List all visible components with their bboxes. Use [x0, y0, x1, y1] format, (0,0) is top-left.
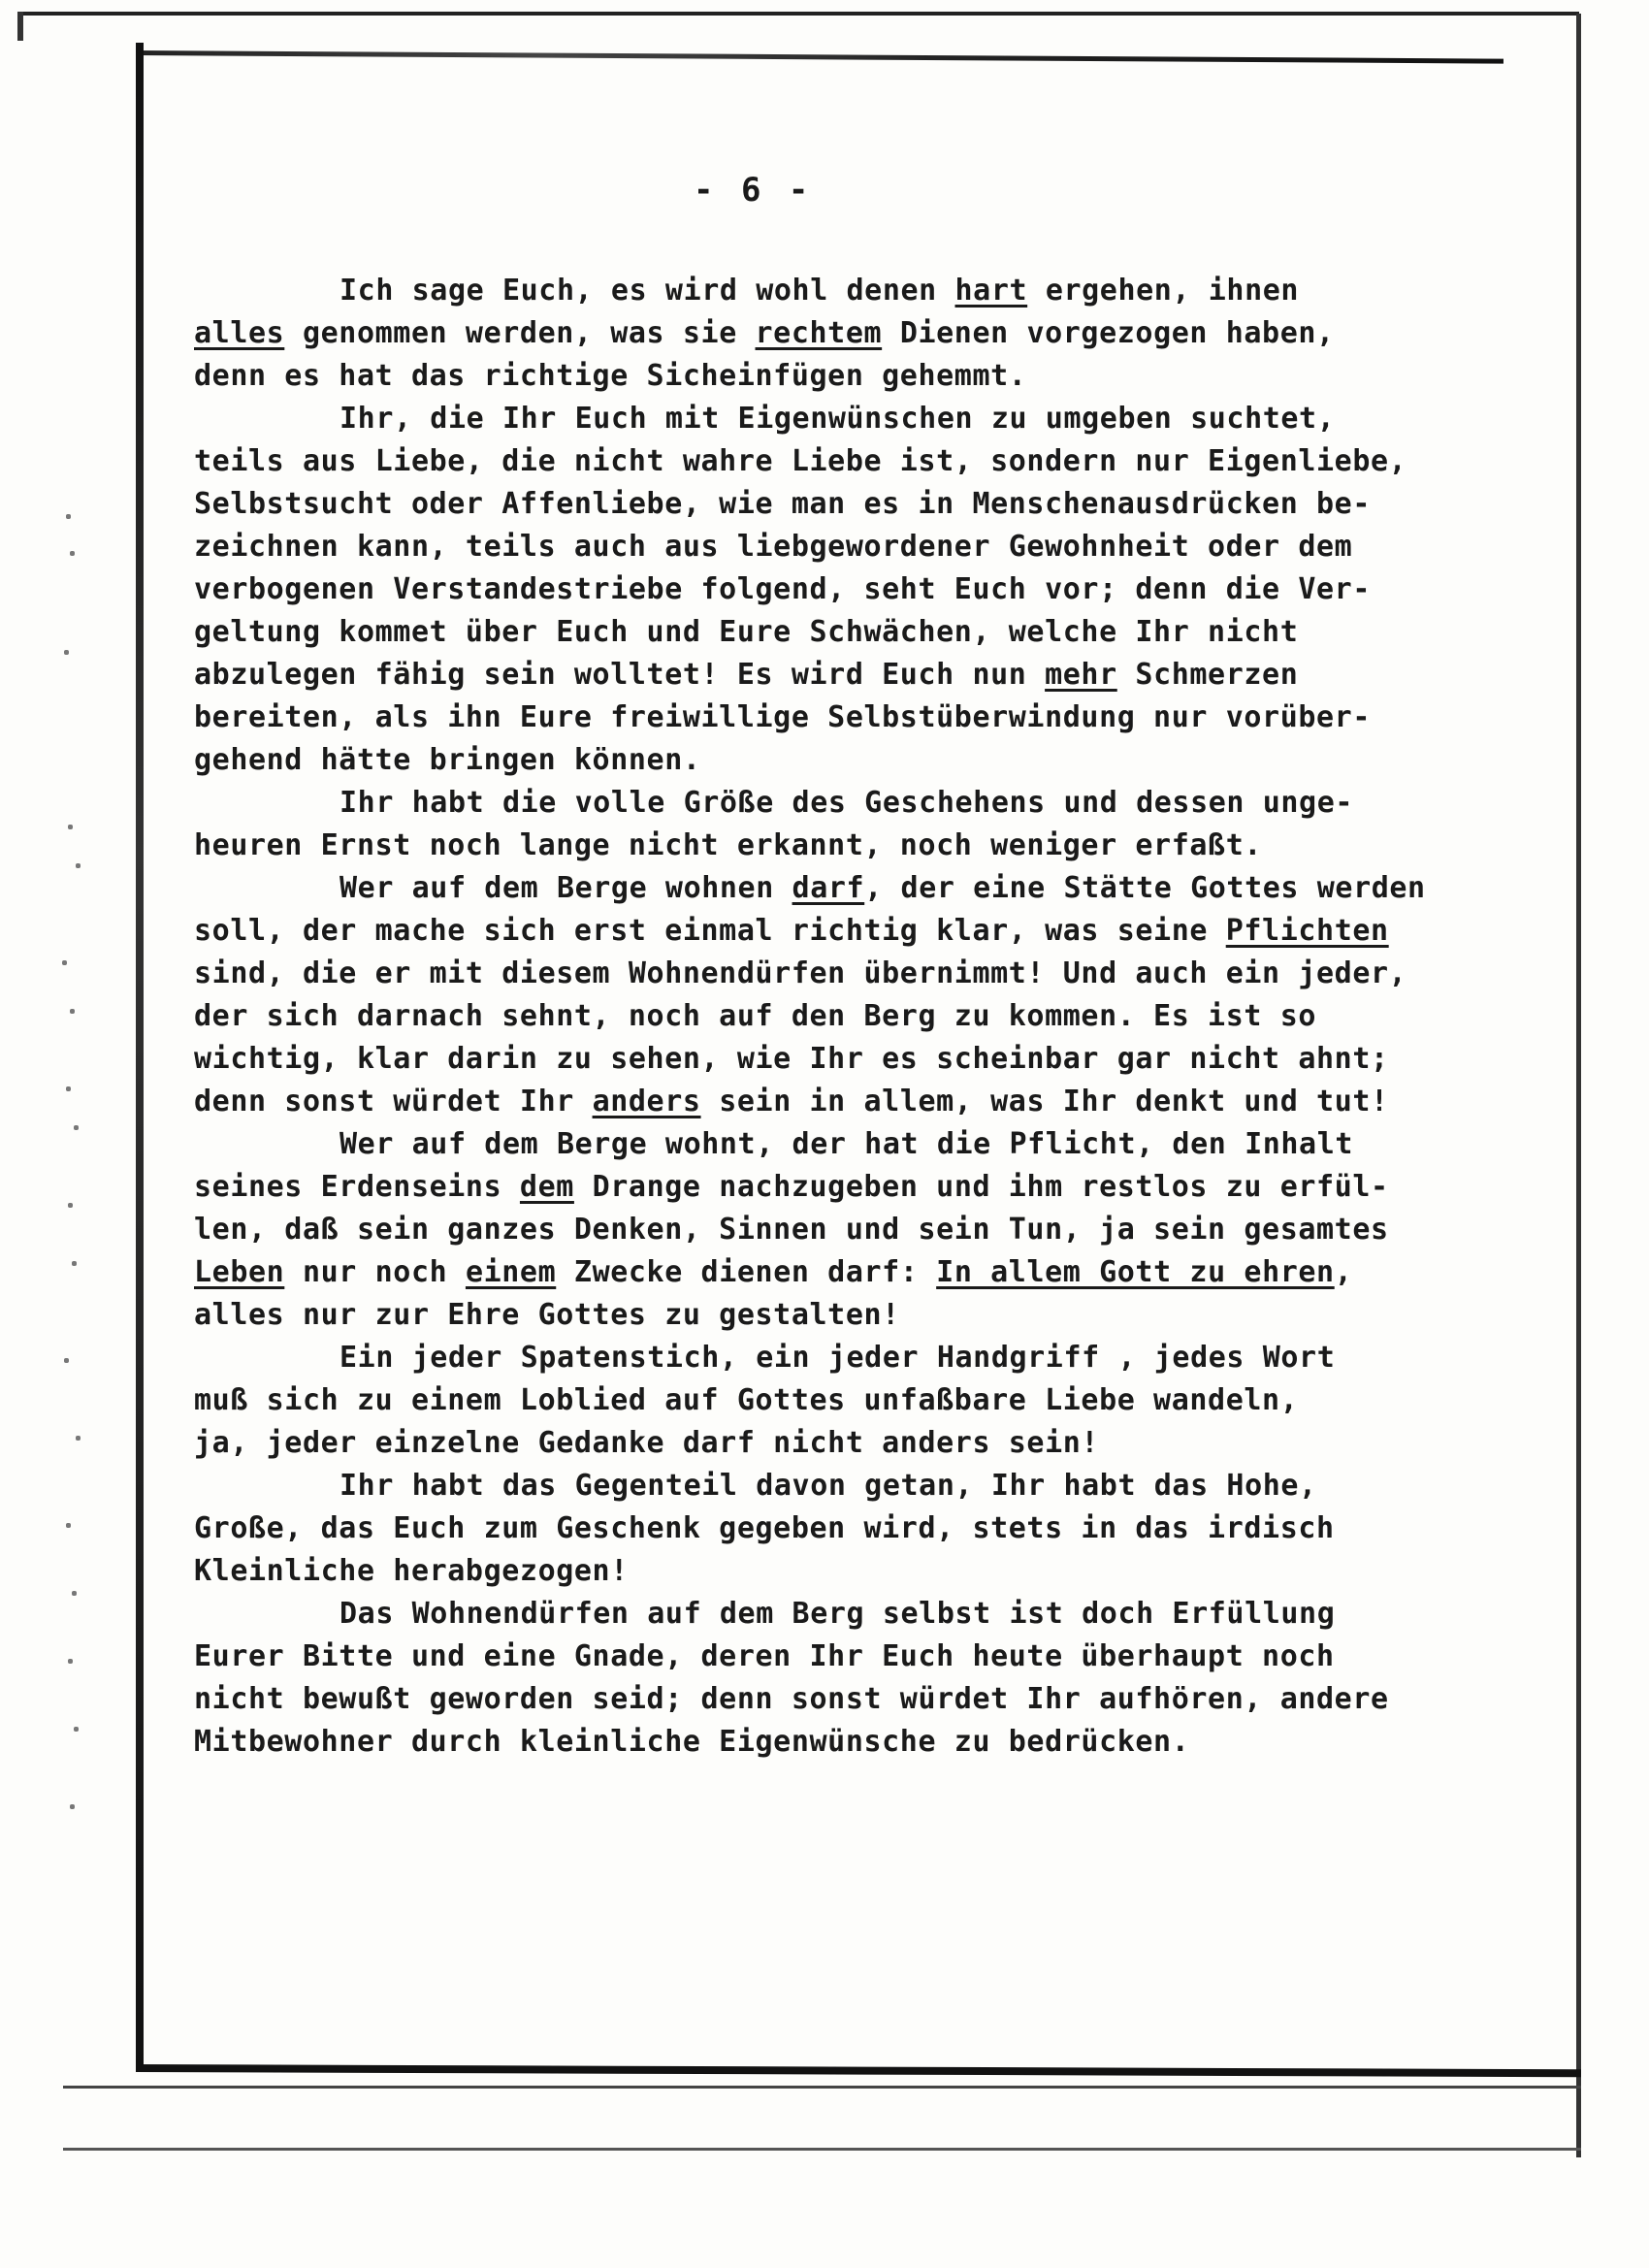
text-line: [194, 867, 1494, 910]
text-segment: der sich darnach sehnt, noch auf den Berg zu kommen. Es ist so: [194, 999, 1317, 1033]
text-line: [194, 355, 1494, 398]
text-line: [194, 1251, 1494, 1294]
text-segment: soll, der mache sich erst einmal richtig klar, was seine: [194, 914, 1226, 948]
text-segment: verbogenen Verstandestriebe folgend, seht Euch vor; denn die Ver-: [194, 572, 1371, 606]
text-segment: Drange nachzugeben und ihm restlos zu erfül-: [573, 1170, 1389, 1204]
page-number: - 6 -: [694, 171, 813, 210]
scan-border-top: [17, 12, 1579, 16]
text-segment: Dienen vorgezogen haben,: [882, 316, 1335, 350]
text-line: [194, 1593, 1494, 1636]
text-segment: genommen werden, was sie: [284, 316, 756, 350]
text-segment: Kleinliche herabgezogen!: [194, 1554, 629, 1588]
text-segment: Das Wohnendürfen auf dem Berg selbst ist doch Erfüllung: [340, 1597, 1336, 1631]
text-segment: Ich sage Euch, es wird wohl denen: [340, 274, 955, 308]
text-segment: Zwecke dienen darf:: [556, 1255, 937, 1289]
underlined-word: In allem Gott zu ehren: [936, 1255, 1335, 1289]
text-line: [194, 953, 1494, 995]
text-line: [194, 1038, 1494, 1081]
underlined-word: rechtem: [755, 316, 883, 350]
text-line: [194, 1422, 1494, 1465]
text-line: [194, 1081, 1494, 1123]
text-line: [194, 312, 1494, 355]
text-segment: Schmerzen: [1116, 658, 1299, 692]
text-segment: gehend hätte bringen können.: [194, 743, 701, 777]
text-segment: Große, das Euch zum Geschenk gegeben wird, stets in das irdisch: [194, 1511, 1335, 1545]
underlined-word: dem: [519, 1170, 574, 1204]
text-segment: ergehen, ihnen: [1027, 274, 1300, 308]
text-segment: bereiten, als ihn Eure freiwillige Selbstüberwindung nur vorüber-: [194, 700, 1371, 734]
margin-specks: [48, 504, 97, 1863]
text-segment: Ihr habt das Gegenteil davon getan, Ihr habt das Hohe,: [340, 1469, 1317, 1503]
underlined-word: darf: [792, 871, 865, 905]
text-segment: seines Erdenseins: [194, 1170, 520, 1204]
text-line: [194, 1550, 1494, 1593]
text-line: [194, 568, 1494, 611]
text-segment: sind, die er mit diesem Wohnendürfen übernimmt! Und auch ein jeder,: [194, 956, 1407, 990]
binding-spine: [136, 43, 144, 2070]
text-segment: , der eine Stätte Gottes werden: [864, 871, 1426, 905]
text-segment: Wer auf dem Berge wohnen: [340, 871, 792, 905]
text-segment: Selbstsucht oder Affenliebe, wie man es in Menschenausdrücken be-: [194, 487, 1371, 521]
text-segment: len, daß sein ganzes Denken, Sinnen und sein Tun, ja sein gesamtes: [194, 1213, 1389, 1247]
text-line: [194, 910, 1494, 953]
text-line: [194, 739, 1494, 782]
text-segment: Wer auf dem Berge wohnt, der hat die Pflicht, den Inhalt: [340, 1127, 1354, 1161]
text-segment: alles nur zur Ehre Gottes zu gestalten!: [194, 1298, 900, 1332]
text-line: [194, 782, 1494, 825]
scan-border-corner: [17, 12, 23, 41]
text-segment: ja, jeder einzelne Gedanke darf nicht anders sein!: [194, 1426, 1100, 1460]
scan-border-right: [1576, 14, 1581, 2157]
text-line: [194, 1123, 1494, 1166]
text-line: [194, 483, 1494, 526]
text-line: [194, 270, 1494, 312]
text-segment: geltung kommet über Euch und Eure Schwächen, welche Ihr nicht: [194, 615, 1299, 649]
text-segment: sein in allem, was Ihr denkt und tut!: [700, 1085, 1389, 1118]
scan-line-bottom: [63, 2086, 1581, 2089]
underlined-word: anders: [592, 1085, 701, 1118]
text-segment: Mitbewohner durch kleinliche Eigenwünsche zu bedrücken.: [194, 1725, 1190, 1759]
text-segment: Eurer Bitte und eine Gnade, deren Ihr Euch heute überhaupt noch: [194, 1639, 1335, 1673]
text-segment: Ein jeder Spatenstich, ein jeder Handgriff , jedes Wort: [340, 1341, 1336, 1375]
text-segment: zeichnen kann, teils auch aus liebgewordener Gewohnheit oder dem: [194, 530, 1353, 564]
text-segment: Ihr, die Ihr Euch mit Eigenwünschen zu umgeben suchtet,: [340, 402, 1336, 436]
underlined-word: Leben: [194, 1255, 285, 1289]
text-line: [194, 1294, 1494, 1337]
text-line: [194, 654, 1494, 697]
text-line: [194, 1209, 1494, 1251]
text-line: [194, 697, 1494, 739]
text-line: [194, 398, 1494, 440]
text-segment: Ihr habt die volle Größe des Geschehens und dessen unge-: [340, 786, 1354, 820]
text-line: [194, 1337, 1494, 1379]
binding-edge-bottom: [136, 2064, 1581, 2077]
text-segment: muß sich zu einem Loblied auf Gottes unfaßbare Liebe wandeln,: [194, 1383, 1299, 1417]
text-segment: nicht bewußt geworden seid; denn sonst würdet Ihr aufhören, andere: [194, 1682, 1389, 1716]
underlined-word: mehr: [1045, 658, 1117, 692]
typed-letter-body: [194, 270, 1494, 1764]
text-line: [194, 1721, 1494, 1764]
underlined-word: einem: [465, 1255, 557, 1289]
text-line: [194, 1379, 1494, 1422]
text-segment: wichtig, klar darin zu sehen, wie Ihr es scheinbar gar nicht ahnt;: [194, 1042, 1389, 1076]
text-segment: denn es hat das richtige Sicheinfügen gehemmt.: [194, 359, 1027, 393]
text-segment: teils aus Liebe, die nicht wahre Liebe ist, sondern nur Eigenliebe,: [194, 444, 1407, 478]
text-line: [194, 995, 1494, 1038]
text-line: [194, 1678, 1494, 1721]
text-segment: denn sonst würdet Ihr: [194, 1085, 593, 1118]
underlined-word: alles: [194, 316, 285, 350]
underlined-word: hart: [954, 274, 1028, 308]
binding-edge-top: [136, 50, 1504, 64]
text-line: [194, 440, 1494, 483]
text-line: [194, 825, 1494, 867]
text-line: [194, 1465, 1494, 1507]
text-line: [194, 526, 1494, 568]
text-segment: nur noch: [284, 1255, 466, 1289]
text-segment: ,: [1334, 1255, 1353, 1289]
text-line: [194, 1166, 1494, 1209]
text-segment: heuren Ernst noch lange nicht erkannt, noch weniger erfaßt.: [194, 828, 1263, 862]
underlined-word: Pflichten: [1225, 914, 1389, 948]
scan-border-bottom: [63, 2148, 1581, 2151]
text-line: [194, 1636, 1494, 1678]
text-segment: abzulegen fähig sein wolltet! Es wird Euch nun: [194, 658, 1046, 692]
text-line: [194, 611, 1494, 654]
text-line: [194, 1507, 1494, 1550]
